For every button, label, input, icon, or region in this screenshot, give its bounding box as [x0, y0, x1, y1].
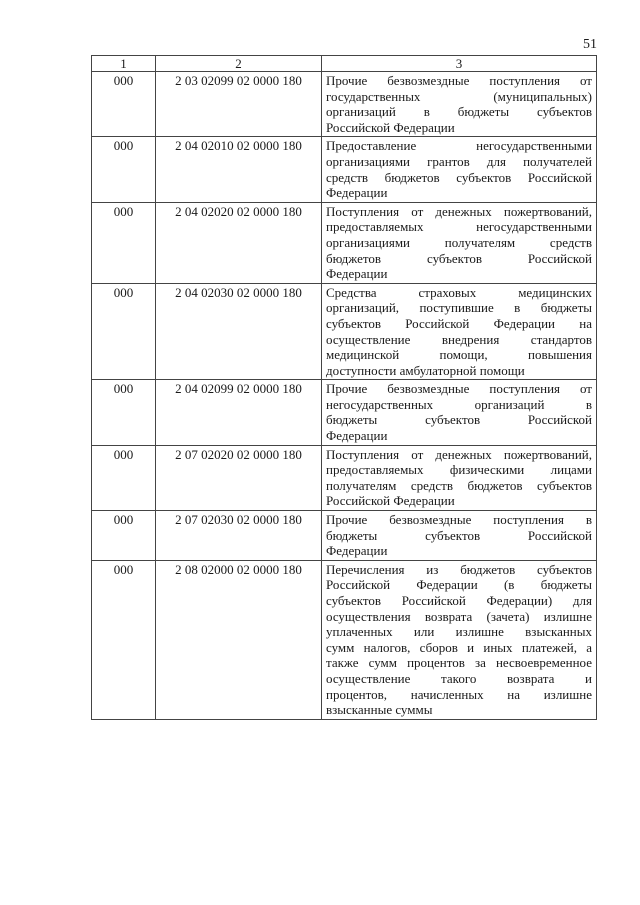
description-line: Прочие безвозмездные поступления в: [326, 512, 592, 528]
description-line: организациями грантов для получателей: [326, 153, 592, 169]
description-line: также сумм процентов за несвоевременное: [326, 655, 592, 671]
revenue-description-cell: [322, 202, 597, 283]
description-line: бюджеты субъектов Российской: [326, 527, 592, 543]
budget-classification-code-cell: 2 03 02099 02 0000 180: [156, 72, 322, 137]
description-line: организаций в бюджеты субъектов: [326, 104, 592, 120]
page-number: 51: [583, 37, 597, 52]
revenue-description-cell: [322, 380, 597, 445]
budget-classification-code-cell: 2 07 02030 02 0000 180: [156, 511, 322, 561]
description-line: Федерации: [326, 266, 388, 282]
description-line: организациями получателям средств: [326, 234, 592, 250]
description-line: осуществления возврата (зачета) излишне: [326, 608, 592, 624]
revenue-description-cell: [322, 137, 597, 202]
budget-classification-code-cell: 2 04 02010 02 0000 180: [156, 137, 322, 202]
description-line: Федерации: [326, 185, 388, 201]
budget-classification-code-cell: 2 04 02030 02 0000 180: [156, 283, 322, 380]
budget-classification-code-cell: 2 04 02020 02 0000 180: [156, 202, 322, 283]
description-line: предоставляемых физическими лицами: [326, 462, 592, 478]
table-row: [92, 137, 597, 202]
description-line: Федерации: [326, 543, 388, 559]
description-line: Российской Федерации: [326, 119, 455, 135]
table-row: [92, 380, 597, 445]
table-row: [92, 72, 597, 137]
table-header-row: [92, 56, 597, 72]
description-line: Средства страховых медицинских: [326, 284, 592, 300]
admin-code-cell: 000: [92, 72, 156, 137]
description-line: взысканные суммы: [326, 702, 433, 718]
description-line: субъектов Российской Федерации) для: [326, 593, 592, 608]
admin-code-cell: 000: [92, 380, 156, 445]
description-line: организаций, поступившие в бюджеты: [326, 300, 592, 316]
description-line: сумм налогов, сборов и иных платежей, а: [326, 639, 592, 655]
budget-classification-code-cell: 2 04 02099 02 0000 180: [156, 380, 322, 445]
revenue-description-cell: [322, 560, 597, 719]
revenue-description-cell: [322, 72, 597, 137]
column-header-2: 2: [156, 56, 322, 72]
table-row: [92, 202, 597, 283]
description-line: Поступления от денежных пожертвований,: [326, 446, 592, 462]
admin-code-cell: 000: [92, 445, 156, 510]
budget-codes-table: [91, 55, 597, 720]
description-line: Прочие безвозмездные поступления от: [326, 381, 592, 397]
budget-classification-code-cell: 2 07 02020 02 0000 180: [156, 445, 322, 510]
description-line: государственных (муниципальных): [326, 88, 592, 104]
description-line: процентов, начисленных на излишне: [326, 686, 592, 702]
description-line: Российской Федерации (в бюджеты: [326, 577, 592, 593]
description-line: негосударственных организаций в: [326, 396, 592, 412]
admin-code-cell: 000: [92, 560, 156, 719]
description-line: доступности амбулаторной помощи: [326, 362, 525, 378]
description-line: осуществление такого возврата и: [326, 670, 592, 686]
description-line: средств бюджетов субъектов Российской: [326, 169, 592, 185]
admin-code-cell: 000: [92, 283, 156, 380]
column-header-1: 1: [92, 56, 156, 72]
description-line: осуществление внедрения стандартов: [326, 331, 592, 347]
description-line: Предоставление негосударственными: [326, 138, 592, 154]
admin-code-cell: 000: [92, 202, 156, 283]
column-header-3: 3: [322, 56, 597, 72]
description-line: Прочие безвозмездные поступления от: [326, 73, 592, 88]
admin-code-cell: 000: [92, 511, 156, 561]
description-line: бюджетов субъектов Российской: [326, 250, 592, 266]
description-line: Поступления от денежных пожертвований,: [326, 203, 592, 219]
description-line: уплаченных или излишне взысканных: [326, 624, 592, 640]
table-row: [92, 560, 597, 719]
description-line: Российской Федерации: [326, 493, 455, 509]
description-line: субъектов Российской Федерации на: [326, 315, 592, 331]
table-row: [92, 511, 597, 561]
revenue-description-cell: [322, 445, 597, 510]
description-line: бюджеты субъектов Российской: [326, 412, 592, 428]
description-line: Перечисления из бюджетов субъектов: [326, 561, 592, 577]
revenue-description-cell: [322, 511, 597, 561]
table-row: [92, 445, 597, 510]
budget-classification-code-cell: 2 08 02000 02 0000 180: [156, 560, 322, 719]
table-row: [92, 283, 597, 380]
description-line: получателям средств бюджетов субъектов: [326, 477, 592, 493]
description-line: медицинской помощи, повышения: [326, 347, 592, 363]
description-line: предоставляемых негосударственными: [326, 219, 592, 235]
admin-code-cell: 000: [92, 137, 156, 202]
revenue-description-cell: [322, 283, 597, 380]
description-line: Федерации: [326, 428, 388, 444]
